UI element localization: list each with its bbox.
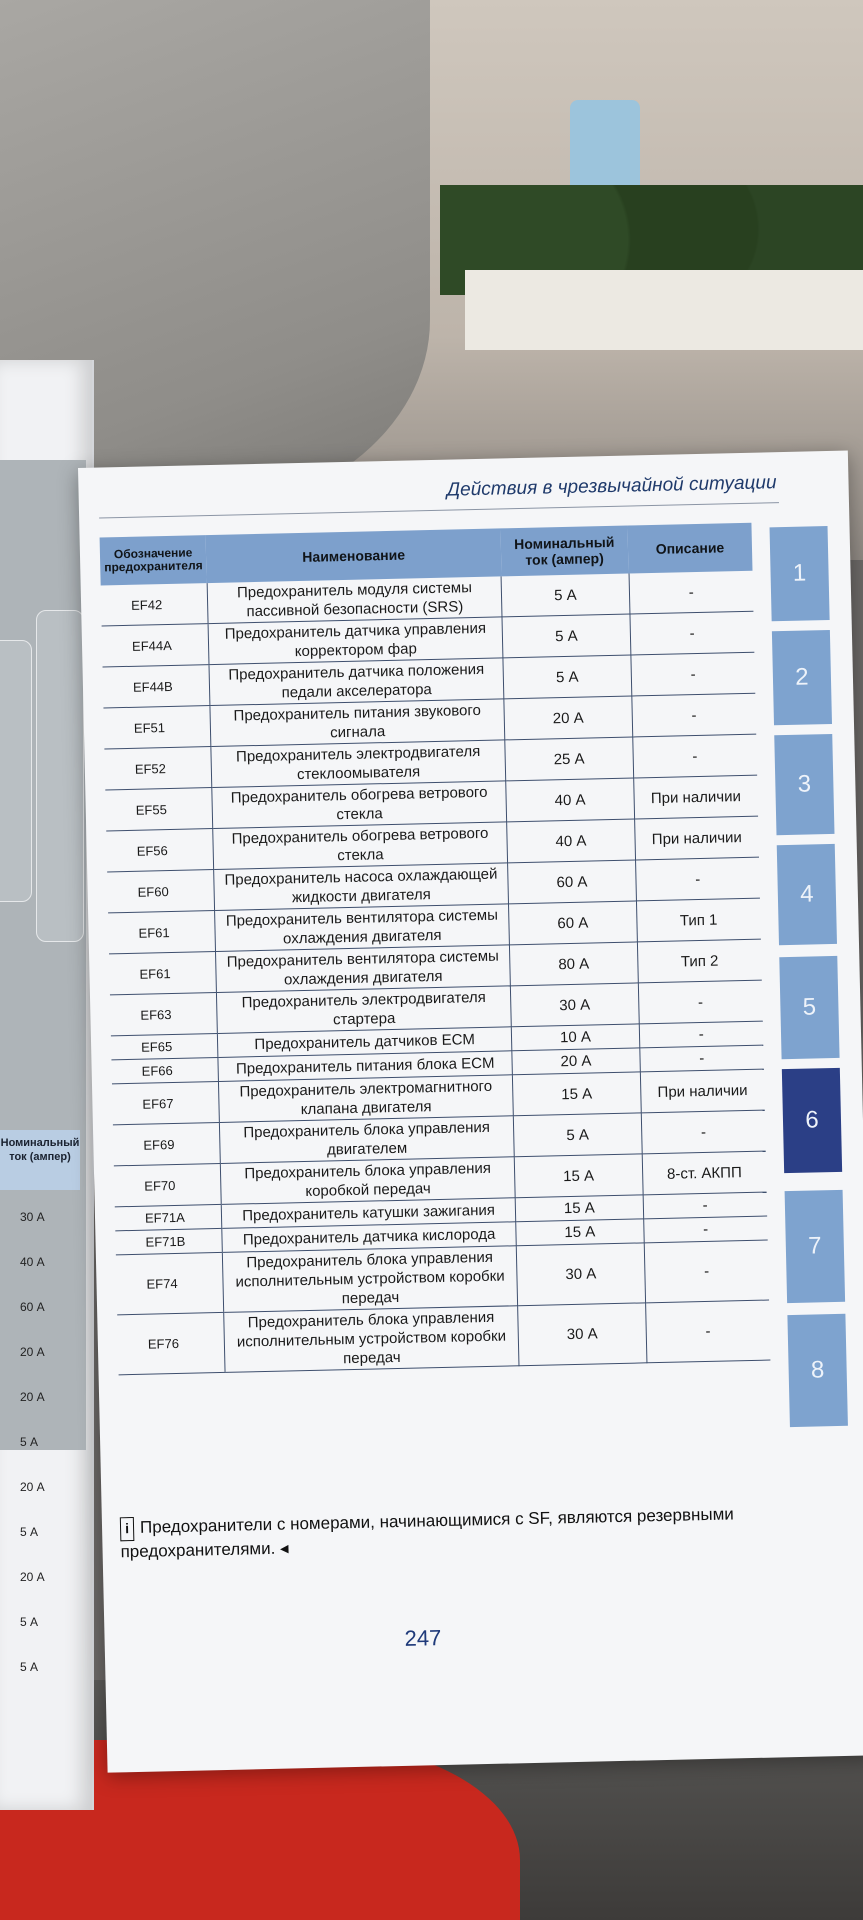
- previous-page-value: 5 А: [20, 1525, 39, 1539]
- fuse-name: Предохранитель электродвигателя стеклоомывателя: [211, 740, 506, 788]
- fuse-amperage: 25 А: [505, 737, 633, 781]
- previous-page-value: 5 А: [20, 1615, 39, 1629]
- fuse-code: EF42: [101, 583, 208, 626]
- fuse-amperage: 40 А: [507, 819, 635, 863]
- fuse-name: Предохранитель блока управления коробкой передач: [220, 1157, 515, 1205]
- fuse-description: -: [629, 571, 754, 614]
- footnote: [120, 1502, 781, 1562]
- column-header-desc: Описание: [627, 523, 752, 574]
- fuse-name: Предохранитель насоса охлаждающей жидкости двигателя: [214, 863, 509, 911]
- fuse-code: EF70: [114, 1163, 221, 1206]
- chapter-tab-6[interactable]: 6: [782, 1068, 842, 1173]
- fuse-amperage: 20 А: [512, 1048, 640, 1075]
- fuse-table: [100, 523, 771, 1376]
- fuse-code: EF61: [109, 952, 216, 995]
- fuse-amperage: 15 А: [515, 1154, 643, 1198]
- fuse-amperage: 15 А: [516, 1219, 644, 1246]
- fuse-code: EF51: [103, 706, 210, 749]
- fuse-description: Тип 1: [636, 898, 761, 942]
- fuse-code: EF65: [111, 1033, 218, 1059]
- fuse-description: -: [639, 1045, 764, 1072]
- fuse-description: Тип 2: [637, 939, 762, 983]
- chapter-tab-7[interactable]: 7: [785, 1190, 846, 1303]
- diagram-block: [36, 610, 84, 942]
- fuse-code: EF44B: [103, 665, 210, 708]
- fuse-code: EF71A: [115, 1204, 222, 1230]
- fuse-description: -: [643, 1192, 768, 1219]
- previous-page-value: 5 А: [20, 1660, 39, 1674]
- previous-page-value: 20 А: [20, 1345, 45, 1359]
- fuse-code: EF76: [117, 1312, 225, 1374]
- column-header-code: Обозначение предохранителя: [100, 535, 207, 585]
- fuse-amperage: 80 А: [510, 942, 638, 986]
- fuse-description: -: [629, 611, 754, 655]
- fuse-code: EF61: [108, 911, 215, 954]
- fuse-description: При наличии: [640, 1069, 765, 1113]
- fuse-description: -: [645, 1300, 770, 1363]
- fuse-description: 8-ст. АКПП: [642, 1151, 767, 1195]
- previous-page-value: 20 А: [20, 1480, 45, 1494]
- fuse-name: Предохранитель катушки зажигания: [221, 1198, 516, 1229]
- fuse-name: Предохранитель электромагнитного клапана двигателя: [218, 1075, 513, 1123]
- fuse-amperage: 5 А: [501, 574, 629, 617]
- fuse-code: EF60: [107, 870, 214, 913]
- fuse-name: Предохранитель обогрева ветрового стекла: [212, 781, 507, 829]
- page-number: 247: [404, 1625, 442, 1651]
- fuse-code: EF74: [116, 1252, 224, 1314]
- chapter-tab-8[interactable]: 8: [787, 1314, 848, 1427]
- running-header: Действия в чрезвычайной ситуации: [446, 472, 777, 501]
- chapter-tabs: [770, 526, 830, 1384]
- column-header-amp: Номинальный ток (ампер): [500, 526, 628, 577]
- previous-page-value: 5 А: [20, 1435, 39, 1449]
- fuse-table-body: [101, 571, 771, 1375]
- fuse-amperage: 5 А: [514, 1113, 642, 1157]
- end-marker: ◂: [279, 1538, 289, 1558]
- fuse-amperage: 40 А: [506, 778, 634, 822]
- fuse-code: EF67: [112, 1081, 219, 1124]
- diagram-block: [0, 640, 32, 902]
- fuse-amperage: 60 А: [509, 901, 637, 945]
- fuse-description: При наличии: [633, 775, 758, 819]
- fuse-code: EF44A: [102, 624, 209, 667]
- fuse-description: -: [641, 1110, 766, 1154]
- fuse-amperage: 5 А: [503, 655, 631, 699]
- chapter-tab-2[interactable]: 2: [772, 630, 832, 725]
- fuse-code: EF63: [110, 992, 217, 1035]
- fuse-amperage: 10 А: [512, 1024, 640, 1051]
- fuse-amperage: 20 А: [504, 696, 632, 740]
- fuse-amperage: 30 А: [518, 1303, 647, 1366]
- fuse-name: Предохранитель питания звукового сигнала: [210, 699, 505, 747]
- fuse-code: EF69: [113, 1122, 220, 1165]
- fuse-amperage: 15 А: [515, 1195, 643, 1222]
- fuse-name: Предохранитель датчика положения педали акселератора: [209, 658, 504, 706]
- fuse-amperage: 15 А: [513, 1072, 641, 1116]
- fuse-description: -: [643, 1216, 768, 1243]
- fuse-name: Предохранитель питания блока ECM: [218, 1051, 513, 1082]
- previous-page-header: Номинальный ток (ампер): [0, 1130, 80, 1190]
- fuse-description: -: [644, 1240, 769, 1303]
- fuse-description: -: [638, 980, 763, 1024]
- column-header-name: Наименование: [206, 528, 501, 583]
- fuse-amperage: 30 А: [517, 1243, 646, 1306]
- chapter-tab-3[interactable]: 3: [774, 734, 834, 835]
- fuse-description: При наличии: [634, 816, 759, 860]
- fuse-name: Предохранитель модуля системы пассивной безопасности (SRS): [207, 576, 502, 623]
- fuse-name: Предохранитель электродвигателя стартера: [216, 986, 511, 1034]
- fuse-amperage: 60 А: [508, 860, 636, 904]
- previous-page-value: 20 А: [20, 1390, 45, 1404]
- fuse-amperage: 30 А: [511, 983, 639, 1027]
- previous-page-value: 30 А: [20, 1210, 45, 1224]
- manual-page: [78, 451, 863, 1773]
- fuse-name: Предохранитель вентилятора системы охлаждения двигателя: [215, 945, 510, 993]
- fuse-code: EF56: [106, 829, 213, 872]
- background-shelf: [465, 270, 863, 350]
- fuse-code: EF52: [104, 747, 211, 790]
- fuse-name: Предохранитель датчика управления корректором фар: [208, 617, 503, 665]
- fuse-description: -: [635, 857, 760, 901]
- fuse-name: Предохранитель блока управления исполнительным устройством коробки передач: [222, 1246, 518, 1313]
- fuse-name: Предохранитель вентилятора системы охлаждения двигателя: [214, 904, 509, 952]
- fuse-name: Предохранитель датчика кислорода: [222, 1222, 517, 1253]
- fuse-code: EF55: [105, 788, 212, 831]
- fuse-code: EF71B: [115, 1228, 222, 1254]
- previous-page-value: 60 А: [20, 1300, 45, 1314]
- chapter-tab-4[interactable]: 4: [777, 844, 837, 945]
- fuse-name: Предохранитель датчиков ECM: [217, 1027, 512, 1058]
- fuse-name: Предохранитель обогрева ветрового стекла: [213, 822, 508, 870]
- fuse-code: EF66: [111, 1057, 218, 1083]
- fuse-description: -: [631, 693, 756, 737]
- chapter-tab-1[interactable]: 1: [770, 526, 830, 621]
- fuse-name: Предохранитель блока управления двигателем: [219, 1116, 514, 1164]
- previous-page-value: 40 А: [20, 1255, 45, 1269]
- fuse-description: -: [630, 652, 755, 696]
- fuse-description: -: [639, 1021, 764, 1048]
- fuse-name: Предохранитель блока управления исполнительным устройством коробки передач: [224, 1306, 520, 1373]
- header-rule: [99, 502, 779, 518]
- footnote-text: Предохранители с номерами, начинающимися с SF, являются резервными предохранителями.: [120, 1504, 734, 1562]
- previous-page-value: 20 А: [20, 1570, 45, 1584]
- note-icon: i: [120, 1517, 135, 1541]
- fuse-amperage: 5 А: [502, 614, 630, 658]
- chapter-tab-5[interactable]: 5: [779, 956, 839, 1059]
- fuse-description: -: [632, 734, 757, 778]
